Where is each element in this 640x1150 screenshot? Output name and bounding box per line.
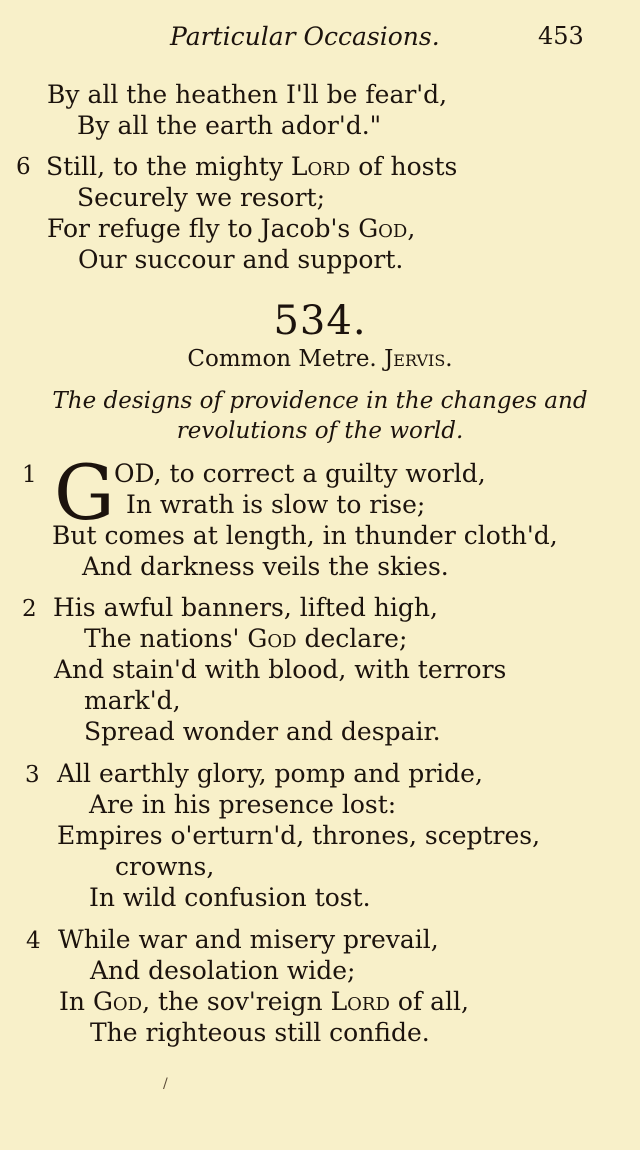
verse-line: In God, the sov'reign Lord of all, <box>59 987 469 1016</box>
stray-pen-mark: / <box>163 1076 168 1092</box>
metre-name: Common Metre. <box>187 346 377 372</box>
stanza-number: 6 <box>16 154 31 180</box>
stanza-number: 3 <box>25 762 40 788</box>
verse-line: Spread wonder and despair. <box>84 717 441 746</box>
verse-line: Are in his presence lost: <box>89 790 397 819</box>
drop-cap: G <box>54 448 115 537</box>
verse-line: And darkness veils the skies. <box>82 552 449 581</box>
verse-line: But comes at length, in thunder cloth'd, <box>52 521 558 550</box>
verse-line: Empires o'erturn'd, thrones, sceptres, <box>57 821 541 850</box>
verse-line: The righteous still confide. <box>90 1018 430 1047</box>
verse-line: And stain'd with blood, with terrors <box>54 655 507 684</box>
tune-author: Jervis. <box>384 346 453 372</box>
verse-line: Securely we resort; <box>77 183 326 212</box>
verse-line: All earthly glory, pomp and pride, <box>57 759 483 788</box>
hymn-metre <box>0 346 640 372</box>
verse-line: His awful banners, lifted high, <box>53 593 438 622</box>
verse-line: For refuge fly to Jacob's God, <box>47 214 416 243</box>
verse-line: Our succour and support. <box>78 245 404 274</box>
verse-line: While war and misery prevail, <box>58 925 439 954</box>
verse-line: In wild confusion tost. <box>89 883 371 912</box>
stanza-number: 1 <box>22 462 37 488</box>
stanza-number: 2 <box>22 596 37 622</box>
hymn-subject-line: revolutions of the world. <box>176 418 464 444</box>
hymn-number: 534. <box>273 298 367 344</box>
verse-line: mark'd, <box>84 686 181 715</box>
verse-line: By all the earth ador'd." <box>77 111 382 140</box>
stanza-number: 4 <box>26 928 41 954</box>
verse-line: The nations' God declare; <box>84 624 408 653</box>
verse-line: OD, to correct a guilty world, <box>114 459 486 488</box>
verse-line: And desolation wide; <box>90 956 356 985</box>
verse-line: By all the heathen I'll be fear'd, <box>47 80 448 109</box>
verse-line: crowns, <box>115 852 215 881</box>
hymn-subject-line: The designs of providence in the changes and <box>52 388 588 414</box>
running-head: Particular Occasions. <box>170 22 440 51</box>
verse-line: In wrath is slow to rise; <box>126 490 426 519</box>
verse-line: Still, to the mighty Lord of hosts <box>46 152 458 181</box>
page-number: 453 <box>538 22 584 50</box>
